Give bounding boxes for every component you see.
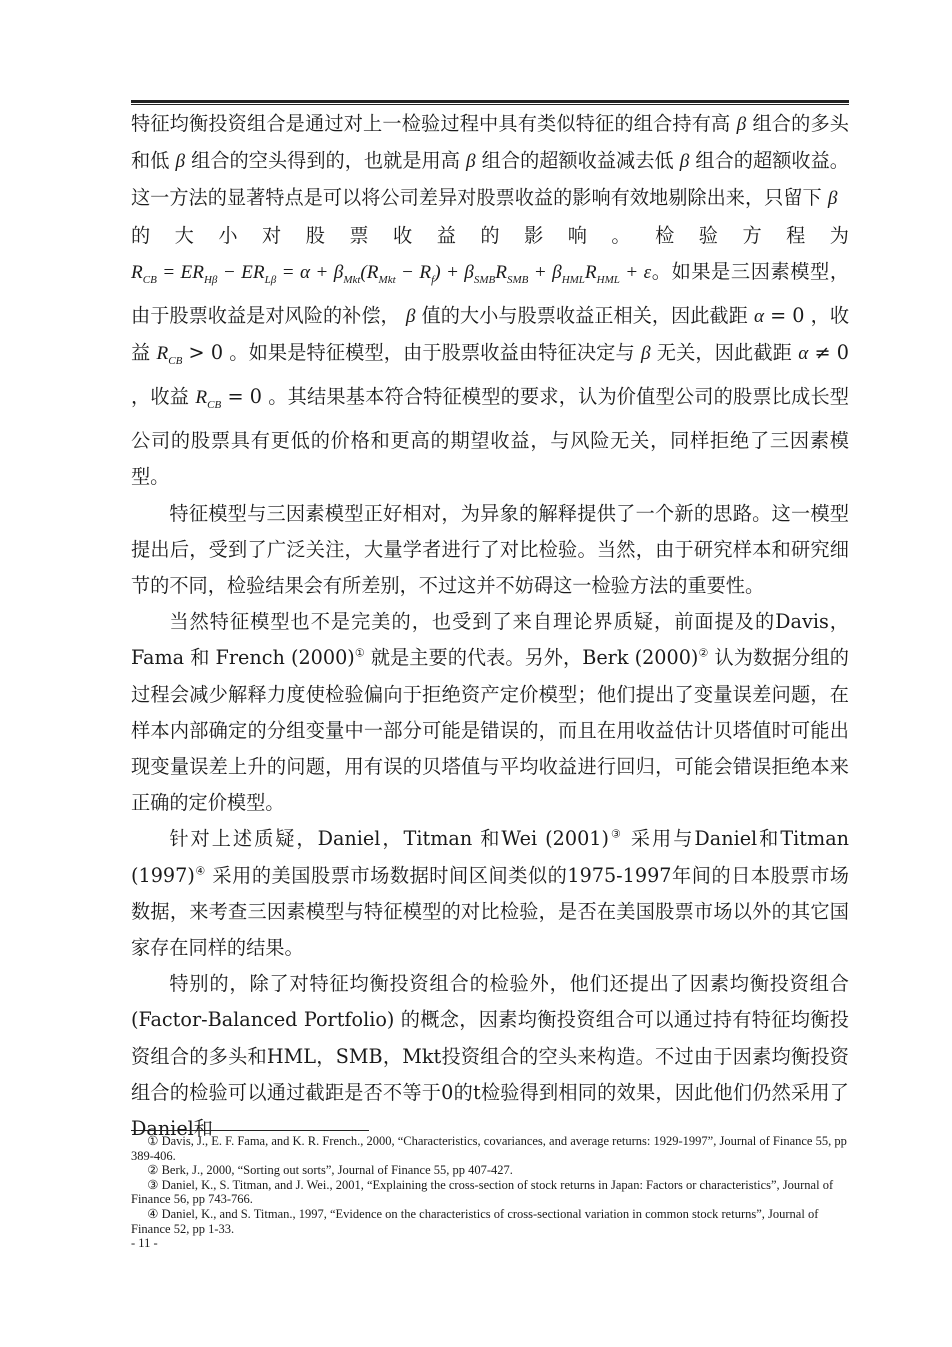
paragraph-4-b: 采用与Daniel和Titman (1997) <box>131 827 849 887</box>
equation: $R_{CB} = ER_{H\beta} - ER_{L\beta} = \alpha + \beta_{Mkt}(R_{Mkt} - R_f) + \beta_{SMB}R_{SMB} + \beta_{HML}R_{HML} + \varepsilon$ <box>131 261 652 286</box>
paragraph-1: 特征均衡投资组合是通过对上一检验过程中具有类似特征的组合持有高 β 组合的多头和低 β 组合的空头得到的，也就是用高 β 组合的超额收益减去低 β 组合的超额收益。这一方法的显著特点是可以将公司差异对股票收益的影响有效地剔除出来，只留下 β <box>131 112 849 210</box>
footnote-2: ② Berk, J., 2000, “Sorting out sorts”, Journal of Finance 55, pp 407-427. <box>147 1163 513 1178</box>
paragraph-3 <box>131 604 849 821</box>
paragraph-4-c: 采用的美国股票市场数据时间区间类似的1975-1997年间的日本股票市场数据，来考查三因素模型与特征模型的对比检验，是否在美国股票市场以外的其它国家存在同样的结果。 <box>131 863 849 959</box>
footnote-3: ③ Daniel, K., S. Titman, and J. Wei., 2001, “Explaining the cross-section of stock returns in Japan: Factors or characteristics”, Journal of Finance 56, pp 743-766. <box>131 1177 834 1207</box>
footnote-4: ④ Daniel, K., and S. Titman., 1997, “Evidence on the characteristics of cross-sectional variation in common stock returns”, Journal of Finance 52, pp 1-33. <box>131 1206 819 1236</box>
footnote-ref-4[interactable]: ④ <box>194 864 206 878</box>
footnote-ref-1[interactable]: ① <box>354 646 365 660</box>
footnote-ref-3[interactable]: ③ <box>608 827 623 841</box>
paragraph-1-cont: $R_{CB} = ER_{H\beta} - ER_{L\beta} = \alpha + \beta_{Mkt}(R_{Mkt} - R_f) + \beta_{SMB}R_{SMB} + \beta_{HML}R_{HML} + \varepsilon$。如果是三因素模型，由于股票收益是对风险的补偿， β 值的大小与股票收益正相关，因此截距 α = 0 ，收益 $R_{CB} > 0$ 。如果是特征模型，由于股票收益由特征决定与 β 无关，因此截距 α ≠ 0 ，收益 $R_{CB} = 0$ 。其结果基本符合特征模型的要求，认为价值型公司的股票比成长型公司的股票具有更低的价格和更高的期望收益，与风险无关，同样拒绝了三因素模型。 <box>131 259 850 489</box>
paragraph-4-a: 针对上述质疑，Daniel，Titman 和Wei (2001) <box>169 827 609 851</box>
footnote-1: ① Davis, J., E. F. Fama, and K. R. French., 2000, “Characteristics, covariances, and average returns: 1929-1997”, Journal of Finance 55, pp 389-406. <box>131 1134 847 1163</box>
body-text <box>131 106 849 1147</box>
paragraph-3-a: 当然特征模型也不是完美的，也受到了来自理论界质疑，前面提及的Davis，Fama 和 French (2000) <box>131 610 849 670</box>
page-number: - 11 - <box>131 1236 158 1251</box>
paragraph-2: 特征模型与三因素模型正好相对，为异象的解释提供了一个新的思路。这一模型提出后，受到了广泛关注，大量学者进行了对比检验。当然，由于研究样本和研究细节的不同，检验结果会有所差别，不过这并不妨碍这一检验方法的重要性。 <box>131 501 849 597</box>
header-rule <box>131 100 849 105</box>
paragraph-4 <box>131 821 849 966</box>
footnote-ref-2[interactable]: ② <box>698 646 709 660</box>
footnotes <box>131 1134 849 1251</box>
footnote-rule <box>131 1130 369 1131</box>
paragraph-1-spread-line: 的 大 小 对 股 票 收 益 的 影 响 。 检 验 方 程 为 <box>131 223 849 247</box>
paragraph-5: 特别的，除了对特征均衡投资组合的检验外，他们还提出了因素均衡投资组合(Factor-Balanced Portfolio) 的概念，因素均衡投资组合可以通过持有特征均衡投资组合的多头和HML，SMB，Mkt投资组合的空头来构造。不过由于因素均衡投资组合的检验可以通过截距是否不等于0的t检验得到相同的效果，因此他们仍然采用了Daniel和 <box>131 972 849 1140</box>
paragraph-3-c: 认为数据分组的过程会减少解释力度使检验偏向于拒绝资产定价模型；他们提出了变量误差问题，在样本内部确定的分组变量中一部分可能是错误的，而且在用收益估计贝塔值时可能出现变量误差上升的问题，用有误的贝塔值与平均收益进行回归，可能会错误拒绝本来正确的定价模型。 <box>131 646 849 815</box>
paragraph-3-b: 就是主要的代表。另外，Berk (2000) <box>364 646 699 670</box>
